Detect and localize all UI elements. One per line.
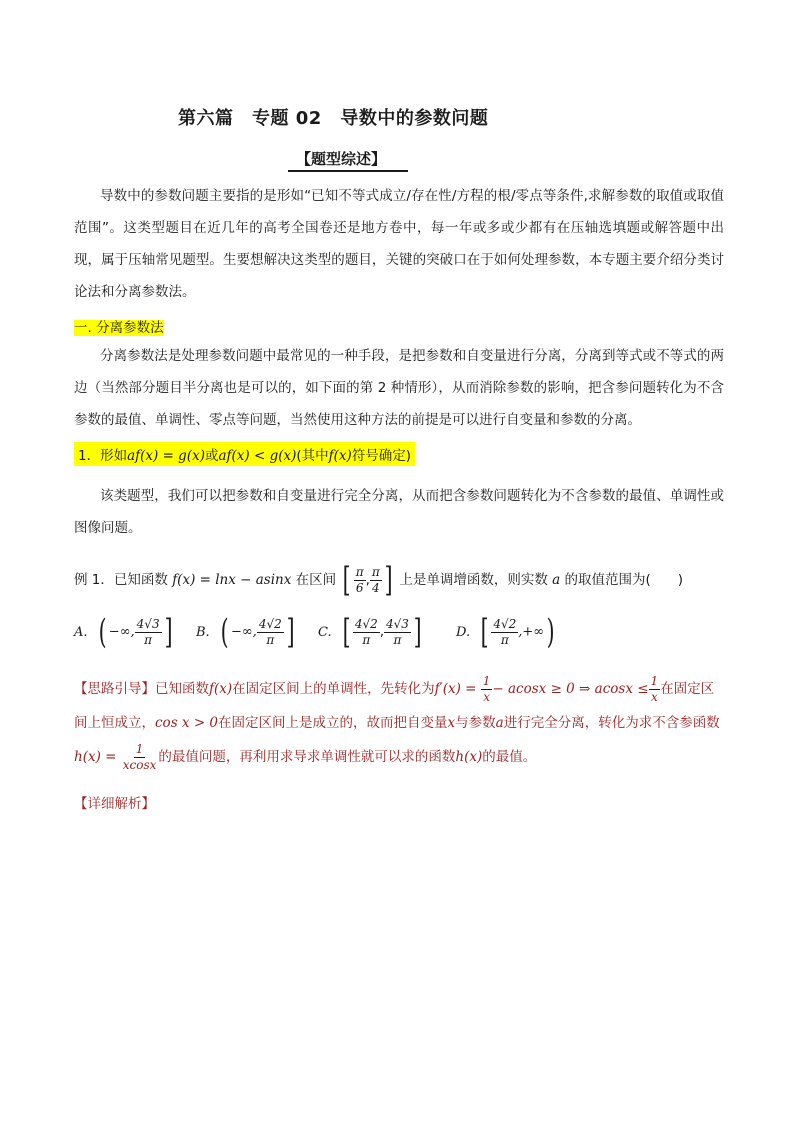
interval-lower-fraction xyxy=(354,565,366,596)
method1-heading xyxy=(74,316,164,336)
fraction-denominator: π xyxy=(266,632,275,647)
option-right-bracket: ) xyxy=(546,612,555,652)
example1-label: 例 1．已知函数 xyxy=(74,572,168,588)
reasoning-formula: h(x) xyxy=(455,749,483,765)
option-letter: B. xyxy=(196,624,210,640)
fraction-denominator: xcosx xyxy=(122,757,157,772)
option-left-bracket: [ xyxy=(480,612,489,652)
fraction-denominator: π xyxy=(362,632,371,647)
reasoning-formula: cos x > 0 xyxy=(155,715,219,731)
option-left-bracket: [ xyxy=(342,612,351,652)
case1-formula-b: af(x) < g(x) xyxy=(218,448,297,464)
interval-right-bracket: ] xyxy=(384,560,393,600)
reasoning-fraction xyxy=(121,742,159,773)
option-left-bracket: ( xyxy=(220,612,229,652)
option-pre: −∞, xyxy=(108,624,135,640)
fraction-numerator: 4√2 xyxy=(354,616,378,631)
fraction-numerator: π xyxy=(371,564,380,579)
option-d xyxy=(456,612,557,652)
reasoning-text: 的最值。 xyxy=(482,749,537,765)
option-right-bracket: ] xyxy=(286,612,295,652)
method1-heading-text: 一. 分离参数法 xyxy=(74,320,164,336)
option-left-bracket: ( xyxy=(98,612,107,652)
fraction-numerator: 4√2 xyxy=(493,616,517,631)
interval-left-bracket: [ xyxy=(343,560,352,600)
example1-interval-text: 在区间 xyxy=(295,572,337,588)
fraction-numerator: π xyxy=(355,564,364,579)
reasoning-fraction xyxy=(481,674,493,705)
option-a xyxy=(74,612,175,652)
reasoning-formula: f(x) xyxy=(209,681,233,697)
fraction-numerator: 1 xyxy=(482,673,491,688)
reasoning-paragraph xyxy=(74,672,724,774)
option-letter: D. xyxy=(456,624,471,640)
method1-paragraph: 分离参数法是处理参数问题中最常见的一种手段，是把参数和自变量进行分离，分离到等式或不等式的两边（当然部分题目半分离也是可以的，如下面的第 2 种情形），从而消除参数的影响，把含参问题转化为不含参数的最值、单调性、零点等问题，当然使用这种方法的前提是可以进行自变量和参数的分离。 xyxy=(74,348,724,428)
example1-function: f(x) = lnx − asinx xyxy=(172,572,292,588)
fraction-numerator: 4√3 xyxy=(136,616,160,631)
case1-paragraph: 该类题型，我们可以把参数和自变量进行完全分离，从而把含参数问题转化为不含参数的最值、单调性或图像问题。 xyxy=(74,488,724,536)
option-fraction xyxy=(135,617,162,648)
intro-paragraph: 导数中的参数问题主要指的是形如“已知不等式成立/存在性/方程的根/零点等条件,求解参数的取值或取值范围”。这类型题目在近几年的高考全国卷还是地方卷中，每一年或多或少都有在压轴选填题或解答题中出现，属于压轴常见题型。生要想解决这类型的题目，关键的突破口在于如何处理参数，本专题主要介绍分类讨论法和分离参数法。 xyxy=(74,188,724,300)
interval-upper-fraction xyxy=(370,565,382,596)
case1-connector: 或 xyxy=(204,448,219,464)
reasoning-text: 已知函数 xyxy=(155,681,209,697)
reasoning-formula: h(x) = xyxy=(74,749,121,765)
reasoning-fraction xyxy=(649,674,661,705)
section-heading: 【题型综述】 xyxy=(296,150,387,168)
option-b xyxy=(196,612,297,652)
reasoning-label: 【思路引导】 xyxy=(74,681,155,697)
fraction-numerator: 4√2 xyxy=(258,616,282,631)
case1-note-prefix: (其中 xyxy=(296,448,329,464)
example1-var: a xyxy=(552,572,561,588)
case1-formula-a: af(x) = g(x) xyxy=(127,448,205,464)
case1-note-suffix: 符号确定) xyxy=(351,448,412,464)
reasoning-text: 与参数 xyxy=(455,715,496,731)
fraction-numerator: 1 xyxy=(135,741,144,756)
option-fraction-2 xyxy=(384,617,411,648)
example1-tail: 上是单调增函数，则实数 xyxy=(399,572,548,588)
fraction-denominator: 6 xyxy=(355,580,364,595)
example1-statement: 例 1．已知函数 f(x) = lnx − asinx 在区间 [ $\frac{\pi}{6}$ , $\frac{\pi}{4}$ ] 上是单调增函数，则实数 a 的取值范围为( ) xyxy=(74,560,684,600)
case1-note-formula: f(x) xyxy=(328,448,352,464)
option-fraction xyxy=(353,617,380,648)
option-c: C. [ $\frac{4√2}{\pi}$ , $\frac{4√3}{\pi}$ ] xyxy=(318,612,422,652)
option-post: ,+∞ xyxy=(518,624,545,640)
reasoning-formula: a xyxy=(495,715,504,731)
case1-prefix: 1．形如 xyxy=(78,448,128,464)
fraction-numerator: 1 xyxy=(650,673,659,688)
fraction-denominator: π xyxy=(393,632,402,647)
option-letter: C. xyxy=(318,624,332,640)
example1-tail2: 的取值范围为( ) xyxy=(564,572,684,588)
fraction-denominator: x xyxy=(483,689,490,704)
reasoning-text: 在固定区间上是成立的，故而把自变量 xyxy=(218,715,448,731)
option-fraction xyxy=(257,617,284,648)
fraction-numerator: 4√3 xyxy=(385,616,409,631)
reasoning-text: 在固定区间上的单调性，先转化为 xyxy=(232,681,435,697)
case1-label xyxy=(74,442,415,466)
fraction-denominator: 4 xyxy=(372,580,380,595)
detail-label: 【详细解析】 xyxy=(74,796,155,812)
fraction-denominator: x xyxy=(650,689,658,704)
reasoning-text: 进行完全分离，转化为求不含参函数 xyxy=(503,715,720,731)
reasoning-formula: − acosx ≥ 0 ⇒ acosx ≤ xyxy=(492,681,649,697)
fraction-denominator: π xyxy=(500,632,509,647)
option-pre: −∞, xyxy=(230,624,257,640)
option-right-bracket: ] xyxy=(413,612,422,652)
section-underline xyxy=(288,170,408,172)
reasoning-formula: x xyxy=(447,715,456,731)
reasoning-formula: f′(x) = xyxy=(434,681,481,697)
reasoning-text: 在固定区间上恒成立， xyxy=(74,681,715,731)
fraction-denominator: π xyxy=(144,632,153,647)
option-letter: A. xyxy=(74,624,88,640)
page-title: 第六篇 专题 02 导数中的参数问题 xyxy=(178,108,489,129)
reasoning-text: 的最值问题，再利用求导求单调性就可以求的函数 xyxy=(158,749,456,765)
option-fraction xyxy=(491,617,518,648)
option-right-bracket: ] xyxy=(164,612,173,652)
